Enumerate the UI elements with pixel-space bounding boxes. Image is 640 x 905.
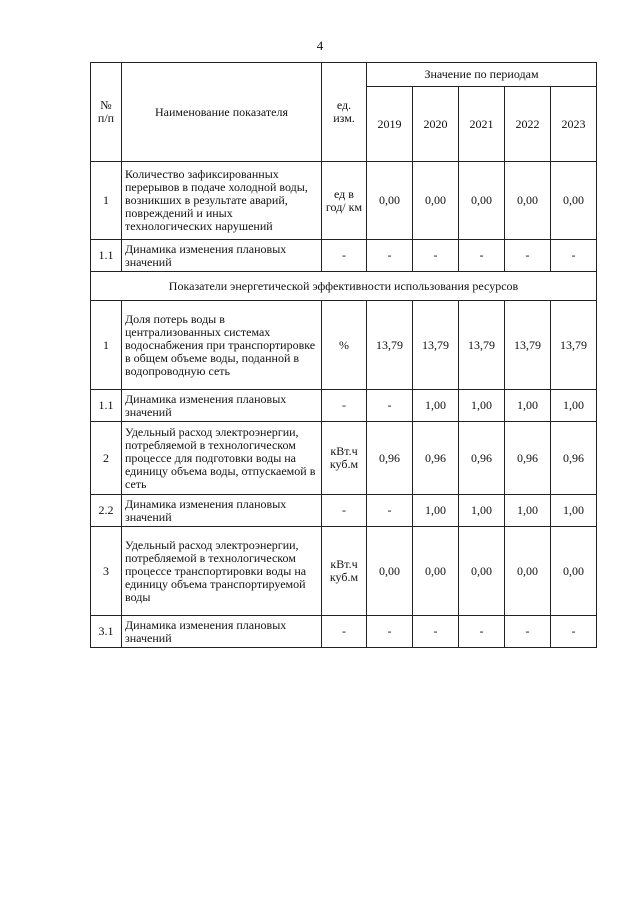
row-value: 0,00 [505,162,551,240]
row-name: Количество зафиксированных перерывов в подаче холодной воды, возникших в результате аварий, повреждений и иных технологических нарушений [122,162,322,240]
row-num: 3 [91,527,122,616]
header-unit: ед. изм. [322,63,367,162]
row-name: Динамика изменения плановых значений [122,390,322,422]
header-num: № п/п [91,63,122,162]
row-value: - [413,240,459,272]
row-value: 0,00 [551,162,597,240]
header-year: 2019 [367,87,413,162]
row-unit: - [322,240,367,272]
row-value: 1,00 [551,390,597,422]
row-value: 13,79 [551,301,597,390]
table-row [91,527,597,616]
row-value: - [367,616,413,648]
header-year: 2021 [459,87,505,162]
row-value: - [413,616,459,648]
table-row [91,495,597,527]
row-value: 1,00 [551,495,597,527]
row-unit: - [322,495,367,527]
row-value: - [505,240,551,272]
row-value: 0,00 [367,527,413,616]
row-value: 1,00 [413,495,459,527]
header-name: Наименование показателя [122,63,322,162]
row-value: 0,00 [459,527,505,616]
row-value: 0,00 [413,162,459,240]
header-year: 2023 [551,87,597,162]
row-num: 1 [91,162,122,240]
table-row [91,162,597,240]
row-value: 0,00 [551,527,597,616]
row-name: Динамика изменения плановых значений [122,616,322,648]
row-value: 0,00 [367,162,413,240]
row-value: - [367,390,413,422]
row-value: 1,00 [413,390,459,422]
row-num: 3.1 [91,616,122,648]
row-name: Динамика изменения плановых значений [122,240,322,272]
row-unit: ед в год/ км [322,162,367,240]
row-value: 13,79 [413,301,459,390]
row-value: - [505,616,551,648]
row-name: Удельный расход электроэнергии, потребляемой в технологическом процессе для подготовки воды на единицу объема воды, отпускаемой в сеть [122,422,322,495]
row-value: 0,00 [413,527,459,616]
row-value: 1,00 [505,390,551,422]
row-value: 0,96 [551,422,597,495]
row-unit: - [322,616,367,648]
row-num: 1.1 [91,390,122,422]
indicators-table [90,62,597,648]
page-number: 4 [316,38,324,53]
section-row [91,272,597,301]
row-num: 2 [91,422,122,495]
row-name: Доля потерь воды в централизованных системах водоснабжения при транспортировке в общем объеме воды, поданной в водопроводную сеть [122,301,322,390]
row-value: - [551,616,597,648]
row-value: 0,96 [367,422,413,495]
row-name: Динамика изменения плановых значений [122,495,322,527]
row-value: - [459,616,505,648]
row-value: 1,00 [505,495,551,527]
row-value: - [551,240,597,272]
row-num: 1 [91,301,122,390]
row-name: Удельный расход электроэнергии, потребляемой в технологическом процессе транспортировки воды на единицу объема транспортируемой воды [122,527,322,616]
row-value: - [367,495,413,527]
table-row [91,390,597,422]
row-value: 0,96 [413,422,459,495]
header-row [91,63,597,87]
row-value: 0,00 [505,527,551,616]
row-num: 1.1 [91,240,122,272]
table-row [91,422,597,495]
row-value: 0,96 [505,422,551,495]
header-periods: Значение по периодам [367,63,597,87]
row-value: 13,79 [459,301,505,390]
row-value: 0,00 [459,162,505,240]
row-unit: % [322,301,367,390]
row-unit: кВт.ч куб.м [322,422,367,495]
row-value: 13,79 [367,301,413,390]
row-value: 13,79 [505,301,551,390]
row-unit: кВт.ч куб.м [322,527,367,616]
header-year: 2022 [505,87,551,162]
row-num: 2.2 [91,495,122,527]
row-unit: - [322,390,367,422]
header-year: 2020 [413,87,459,162]
row-value: 0,96 [459,422,505,495]
table-row [91,616,597,648]
table-row [91,240,597,272]
row-value: - [459,240,505,272]
section-title: Показатели энергетической эффективности использования ресурсов [91,272,597,301]
row-value: 1,00 [459,390,505,422]
row-value: - [367,240,413,272]
row-value: 1,00 [459,495,505,527]
table-row [91,301,597,390]
